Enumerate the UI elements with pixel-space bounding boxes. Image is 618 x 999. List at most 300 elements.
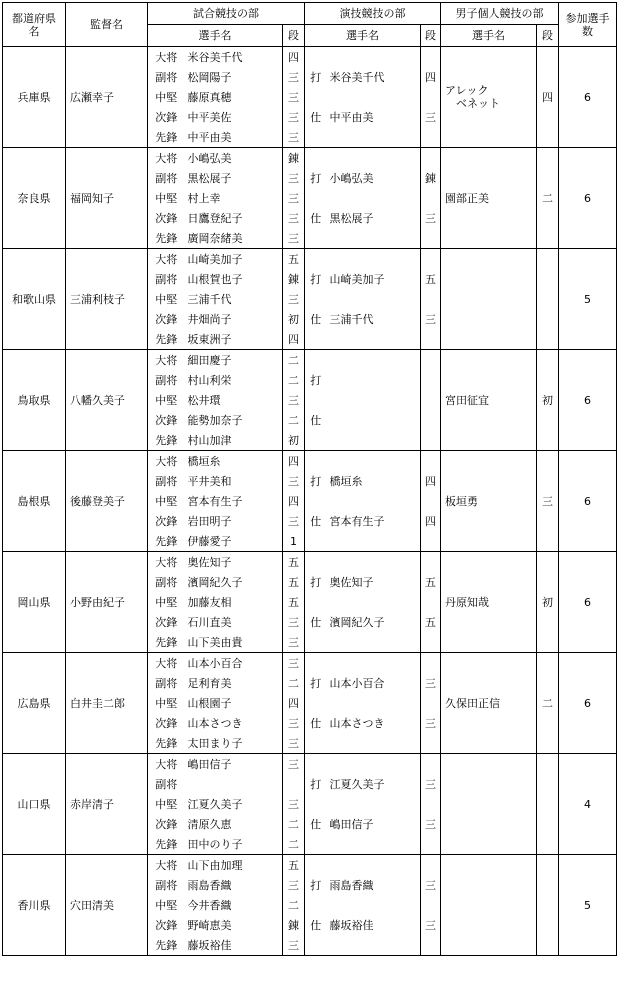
demo-role-mark: 打 [305,471,327,491]
match-player-dan: 三 [283,188,305,208]
men-player-dan [537,855,559,956]
demo-role-mark: 打 [305,168,327,188]
demo-player-name: 江夏久美子 [327,774,421,794]
demo-player-dan: 三 [421,875,441,895]
demo-player-dan: 三 [421,814,441,834]
match-player-name: 橋垣糸 [185,451,283,472]
demo-blank [327,653,421,674]
participant-count: 4 [559,754,617,855]
match-position: 副将 [148,774,185,794]
demo-player-name: 黒松展子 [327,208,421,228]
match-player-name: 山崎美加子 [185,249,283,270]
prefecture-name: 岡山県 [3,552,66,653]
table-header [3,3,617,47]
match-player-dan: 三 [283,612,305,632]
match-player-dan: 二 [283,834,305,855]
demo-blank [421,390,441,410]
demo-blank [421,653,441,674]
table-row [3,249,617,270]
match-player-name: 山根賀也子 [185,269,283,289]
match-position: 先鋒 [148,127,185,148]
demo-blank [327,47,421,68]
match-player-dan: 三 [283,228,305,249]
demo-blank [305,733,327,754]
demo-player-name: 山本さつき [327,713,421,733]
match-player-name: 藤原真穂 [185,87,283,107]
manager-name: 穴田清美 [66,855,148,956]
match-player-name [185,774,283,794]
demo-player-name: 三浦千代 [327,309,421,329]
demo-blank [305,127,327,148]
demo-blank [305,653,327,674]
demo-role-mark: 打 [305,774,327,794]
demo-role-mark: 仕 [305,410,327,430]
demo-blank [421,127,441,148]
header-match-dan: 段 [283,25,305,47]
header-demo-player: 選手名 [305,25,421,47]
match-position: 先鋒 [148,228,185,249]
match-player-name: 黒松展子 [185,168,283,188]
header-count: 参加選手数 [559,3,617,47]
demo-blank [421,855,441,876]
prefecture-name: 兵庫県 [3,47,66,148]
table-row [3,350,617,371]
match-player-dan: 四 [283,329,305,350]
demo-role-mark: 仕 [305,814,327,834]
match-position: 副将 [148,370,185,390]
match-player-dan: 1 [283,531,305,552]
demo-blank [305,754,327,775]
manager-name: 小野由紀子 [66,552,148,653]
demo-player-dan: 五 [421,612,441,632]
match-position: 中堅 [148,794,185,814]
match-position: 大将 [148,47,185,68]
match-player-name: 山下由加理 [185,855,283,876]
match-player-name: 野崎恵美 [185,915,283,935]
demo-player-dan [421,410,441,430]
match-position: 先鋒 [148,632,185,653]
demo-blank [327,794,421,814]
match-player-name: 平井美和 [185,471,283,491]
demo-role-mark: 仕 [305,612,327,632]
demo-blank [327,329,421,350]
demo-player-dan: 五 [421,572,441,592]
match-player-name: 松岡陽子 [185,67,283,87]
men-player-dan [537,249,559,350]
demo-blank [421,935,441,956]
demo-player-name: 橋垣糸 [327,471,421,491]
demo-blank [327,228,421,249]
demo-blank [327,188,421,208]
match-position: 中堅 [148,188,185,208]
demo-blank [421,249,441,270]
match-player-dan: 三 [283,168,305,188]
match-position: 大将 [148,451,185,472]
header-demo-dan: 段 [421,25,441,47]
prefecture-name: 和歌山県 [3,249,66,350]
match-position: 次鋒 [148,612,185,632]
demo-blank [305,228,327,249]
demo-blank [305,87,327,107]
demo-player-dan [421,370,441,390]
match-position: 中堅 [148,390,185,410]
demo-blank [421,531,441,552]
demo-role-mark: 打 [305,875,327,895]
match-player-name: 小嶋弘美 [185,148,283,169]
header-prefecture: 都道府県名 [3,3,66,47]
match-player-dan: 二 [283,410,305,430]
demo-role-mark: 打 [305,370,327,390]
match-player-name: 加藤友相 [185,592,283,612]
demo-blank [305,895,327,915]
demo-blank [421,693,441,713]
demo-blank [305,350,327,371]
table-row [3,653,617,674]
demo-blank [305,693,327,713]
match-player-name: 中平由美 [185,127,283,148]
match-player-dan: 三 [283,289,305,309]
match-position: 大将 [148,350,185,371]
demo-role-mark: 仕 [305,713,327,733]
match-player-dan: 二 [283,350,305,371]
match-player-dan: 三 [283,632,305,653]
match-player-dan: 四 [283,491,305,511]
manager-name: 赤岸清子 [66,754,148,855]
demo-blank [421,754,441,775]
match-position: 副将 [148,875,185,895]
match-player-name: 清原久恵 [185,814,283,834]
demo-blank [305,855,327,876]
demo-blank [305,935,327,956]
match-player-dan: 錬 [283,915,305,935]
match-player-dan: 三 [283,390,305,410]
demo-player-dan: 三 [421,208,441,228]
match-position: 副将 [148,673,185,693]
match-player-dan: 三 [283,208,305,228]
match-player-name: 松井環 [185,390,283,410]
match-position: 大将 [148,855,185,876]
match-player-dan: 三 [283,794,305,814]
demo-blank [305,552,327,573]
men-player-dan: 三 [537,451,559,552]
demo-blank [421,329,441,350]
demo-role-mark: 打 [305,67,327,87]
demo-blank [327,289,421,309]
participant-count: 5 [559,249,617,350]
match-player-name: 村上幸 [185,188,283,208]
match-player-dan: 錬 [283,269,305,289]
demo-blank [421,228,441,249]
participant-count: 6 [559,47,617,148]
match-position: 中堅 [148,289,185,309]
demo-blank [305,249,327,270]
demo-player-dan: 三 [421,915,441,935]
match-player-name: 村山利栄 [185,370,283,390]
match-position: 中堅 [148,592,185,612]
header-match-section: 試合競技の部 [148,3,305,25]
demo-blank [327,491,421,511]
match-position: 副将 [148,67,185,87]
men-player-dan: 初 [537,350,559,451]
match-player-name: 奥佐知子 [185,552,283,573]
demo-blank [305,47,327,68]
demo-blank [305,592,327,612]
match-player-name: 米谷美千代 [185,47,283,68]
demo-blank [327,895,421,915]
demo-player-name: 中平由美 [327,107,421,127]
match-position: 次鋒 [148,410,185,430]
men-player-name [441,754,537,855]
demo-blank [327,754,421,775]
demo-blank [421,47,441,68]
match-player-name: 山根園子 [185,693,283,713]
match-player-dan: 初 [283,430,305,451]
demo-blank [327,430,421,451]
demo-player-dan: 四 [421,67,441,87]
demo-blank [305,148,327,169]
men-player-name: 丹原知哉 [441,552,537,653]
demo-blank [327,935,421,956]
match-player-dan: 五 [283,592,305,612]
demo-role-mark: 仕 [305,107,327,127]
demo-player-name: 山本小百合 [327,673,421,693]
demo-blank [305,531,327,552]
match-player-name: 中平美佐 [185,107,283,127]
demo-blank [305,834,327,855]
match-position: 中堅 [148,693,185,713]
match-player-name: 石川直美 [185,612,283,632]
match-position: 次鋒 [148,713,185,733]
match-position: 先鋒 [148,834,185,855]
table-body [3,47,617,956]
match-position: 副将 [148,269,185,289]
header-men-player: 選手名 [441,25,537,47]
demo-blank [421,350,441,371]
match-player-name: 雨島香織 [185,875,283,895]
demo-player-name: 藤坂裕佳 [327,915,421,935]
match-player-name: 藤坂裕佳 [185,935,283,956]
match-player-dan: 四 [283,451,305,472]
match-player-dan [283,774,305,794]
demo-blank [327,127,421,148]
participant-count: 6 [559,552,617,653]
demo-blank [327,693,421,713]
demo-role-mark: 仕 [305,208,327,228]
match-player-name: 山本さつき [185,713,283,733]
participant-count: 5 [559,855,617,956]
demo-blank [327,531,421,552]
match-position: 次鋒 [148,511,185,531]
men-player-dan: 四 [537,47,559,148]
demo-player-dan: 三 [421,713,441,733]
demo-blank [305,188,327,208]
match-player-dan: 三 [283,67,305,87]
demo-player-name [327,370,421,390]
match-player-dan: 初 [283,309,305,329]
demo-player-dan: 錬 [421,168,441,188]
demo-player-dan: 四 [421,511,441,531]
demo-blank [327,733,421,754]
prefecture-name: 広島県 [3,653,66,754]
demo-blank [305,794,327,814]
match-position: 先鋒 [148,430,185,451]
match-player-dan: 三 [283,471,305,491]
table-row [3,148,617,169]
match-player-name: 三浦千代 [185,289,283,309]
demo-role-mark: 仕 [305,915,327,935]
demo-blank [327,87,421,107]
demo-player-dan: 三 [421,107,441,127]
header-men-dan: 段 [537,25,559,47]
match-position: 大将 [148,552,185,573]
demo-player-dan: 三 [421,774,441,794]
prefecture-name: 山口県 [3,754,66,855]
match-player-name: 岩田明子 [185,511,283,531]
demo-blank [421,733,441,754]
match-player-dan: 三 [283,754,305,775]
men-player-name [441,855,537,956]
match-player-dan: 四 [283,693,305,713]
match-player-dan: 二 [283,673,305,693]
demo-blank [421,289,441,309]
match-position: 次鋒 [148,915,185,935]
demo-blank [421,794,441,814]
match-player-name: 廣岡奈緒美 [185,228,283,249]
demo-role-mark: 打 [305,673,327,693]
match-position: 中堅 [148,895,185,915]
demo-player-name: 小嶋弘美 [327,168,421,188]
participant-count: 6 [559,451,617,552]
demo-role-mark: 打 [305,269,327,289]
manager-name: 後藤登美子 [66,451,148,552]
match-player-dan: 三 [283,107,305,127]
match-player-name: 太田まり子 [185,733,283,754]
demo-role-mark: 打 [305,572,327,592]
table-row [3,552,617,573]
match-player-dan: 四 [283,47,305,68]
demo-blank [421,451,441,472]
manager-name: 八幡久美子 [66,350,148,451]
match-player-dan: 二 [283,895,305,915]
match-position: 副将 [148,572,185,592]
demo-player-dan: 五 [421,269,441,289]
demo-blank [327,834,421,855]
demo-blank [305,430,327,451]
men-player-dan: 二 [537,148,559,249]
match-player-name: 田中のり子 [185,834,283,855]
match-player-name: 井畑尚子 [185,309,283,329]
men-player-name: 園部正美 [441,148,537,249]
demo-blank [305,289,327,309]
men-player-dan: 二 [537,653,559,754]
demo-player-dan: 三 [421,673,441,693]
demo-blank [305,329,327,350]
match-player-dan: 三 [283,127,305,148]
demo-player-name: 奥佐知子 [327,572,421,592]
demo-player-dan: 三 [421,309,441,329]
match-player-dan: 五 [283,855,305,876]
match-player-dan: 錬 [283,148,305,169]
demo-blank [421,188,441,208]
match-player-name: 細田慶子 [185,350,283,371]
table-row [3,47,617,68]
match-position: 先鋒 [148,531,185,552]
demo-blank [327,552,421,573]
men-player-name: アレック ベネット [441,47,537,148]
match-position: 先鋒 [148,329,185,350]
demo-player-name: 宮本有生子 [327,511,421,531]
match-position: 大将 [148,249,185,270]
match-player-name: 日鷹登紀子 [185,208,283,228]
match-position: 中堅 [148,491,185,511]
manager-name: 福岡知子 [66,148,148,249]
match-player-name: 能勢加奈子 [185,410,283,430]
demo-player-name: 米谷美千代 [327,67,421,87]
demo-role-mark: 仕 [305,309,327,329]
match-player-dan: 三 [283,87,305,107]
participant-count: 6 [559,148,617,249]
demo-player-name [327,410,421,430]
demo-blank [327,592,421,612]
match-player-name: 村山加津 [185,430,283,451]
header-match-player: 選手名 [148,25,283,47]
demo-blank [421,491,441,511]
demo-blank [421,430,441,451]
demo-player-name: 山崎美加子 [327,269,421,289]
demo-blank [305,491,327,511]
match-position: 大将 [148,754,185,775]
header-demo-section: 演技競技の部 [305,3,441,25]
manager-name: 三浦利枝子 [66,249,148,350]
match-position: 次鋒 [148,814,185,834]
match-position: 副将 [148,168,185,188]
match-player-dan: 三 [283,875,305,895]
match-position: 中堅 [148,87,185,107]
match-player-dan: 三 [283,935,305,956]
match-player-dan: 二 [283,370,305,390]
prefecture-name: 香川県 [3,855,66,956]
match-player-name: 宮本有生子 [185,491,283,511]
match-position: 副将 [148,471,185,491]
match-player-dan: 三 [283,511,305,531]
demo-blank [421,895,441,915]
match-player-name: 嶋田信子 [185,754,283,775]
match-player-name: 伊藤愛子 [185,531,283,552]
match-player-name: 足利育美 [185,673,283,693]
match-position: 大将 [148,653,185,674]
match-player-dan: 三 [283,733,305,754]
match-player-name: 江夏久美子 [185,794,283,814]
demo-player-name: 嶋田信子 [327,814,421,834]
manager-name: 広瀬幸子 [66,47,148,148]
table-row [3,451,617,472]
match-position: 次鋒 [148,309,185,329]
participant-count: 6 [559,350,617,451]
match-player-dan: 二 [283,814,305,834]
match-position: 先鋒 [148,935,185,956]
demo-blank [421,87,441,107]
match-position: 次鋒 [148,208,185,228]
match-player-name: 山本小百合 [185,653,283,674]
demo-role-mark: 仕 [305,511,327,531]
demo-blank [421,148,441,169]
demo-blank [327,451,421,472]
demo-blank [305,451,327,472]
match-player-name: 今井香織 [185,895,283,915]
match-player-dan: 五 [283,552,305,573]
men-player-dan: 初 [537,552,559,653]
demo-blank [421,592,441,612]
